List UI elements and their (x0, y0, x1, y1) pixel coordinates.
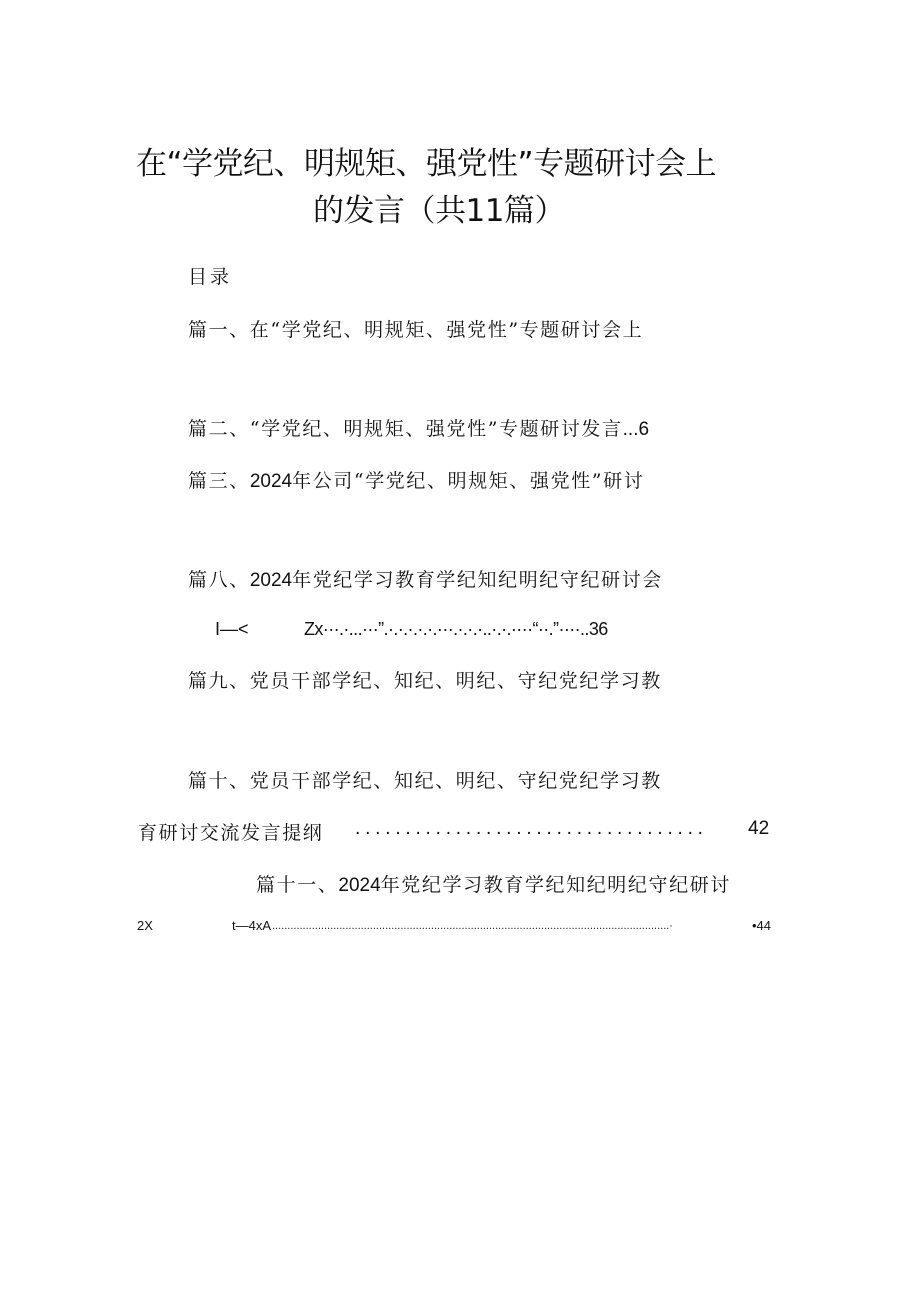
toc-entry-11-garble-b: t—4xA (232, 918, 272, 933)
toc-entry-9[interactable] (188, 666, 662, 693)
toc-entry-3[interactable] (188, 466, 644, 493)
toc-entry-11-prefix: 篇十一、 (256, 874, 339, 896)
toc-entry-10-continuation[interactable] (138, 818, 323, 845)
toc-entry-11[interactable] (256, 870, 731, 897)
toc-entry-2-page: ...6 (622, 419, 650, 440)
toc-heading: 目录 (188, 266, 233, 288)
toc-entry-8-text: 年党纪学习教育学纪知纪明纪守纪研讨会 (292, 569, 663, 591)
toc-entry-8[interactable] (188, 565, 663, 592)
toc-entry-8-prefix: 篇八、 (188, 569, 250, 591)
toc-entry-11-year: 2024 (338, 875, 381, 896)
toc-entry-11-garble-a: 2X (137, 918, 153, 933)
toc-entry-8-year: 2024 (249, 570, 293, 591)
toc-entry-1[interactable] (188, 315, 643, 342)
toc-entry-10-page: 42 (748, 818, 770, 839)
toc-entry-3-year: 2024 (249, 471, 293, 492)
document-title-line-2: 的发言（共11篇） (313, 193, 565, 229)
toc-entry-10-text: 篇十、党员干部学纪、知纪、明纪、守纪党纪学习教 (188, 770, 662, 792)
toc-entry-3-text: 年公司“学党纪、明规矩、强党性”研讨 (292, 470, 645, 492)
toc-entry-11-leader: ..................................................................................................................................· (272, 920, 673, 932)
toc-entry-8-garble-a: I—< (215, 619, 249, 639)
toc-entry-10-cont-text: 育研讨交流发言提纲 (138, 822, 324, 844)
toc-entry-10[interactable] (188, 766, 662, 793)
toc-entry-3-prefix: 篇三、 (188, 470, 250, 492)
toc-entry-11-text: 年党纪学习教育学纪知纪明纪守纪研讨 (380, 874, 731, 896)
toc-entry-8-garble-b: Zx···.·...···”.·.·.·.·.·.···.·.·.·..·.·.····“··.”····..36 (304, 619, 608, 639)
toc-entry-2-text: 篇二、“学党纪、明规矩、强党性”专题研讨发言 (188, 418, 623, 440)
toc-entry-10-leader: ................................... (355, 818, 708, 839)
document-title-line-1: 在“学党纪、明规矩、强党性”专题研讨会上 (136, 146, 717, 182)
toc-entry-9-text: 篇九、党员干部学纪、知纪、明纪、守纪党纪学习教 (188, 670, 662, 692)
toc-entry-1-text: 篇一、在“学党纪、明规矩、强党性”专题研讨会上 (188, 319, 644, 341)
toc-entry-11-page: •44 (752, 918, 772, 933)
toc-entry-2[interactable] (188, 414, 649, 441)
